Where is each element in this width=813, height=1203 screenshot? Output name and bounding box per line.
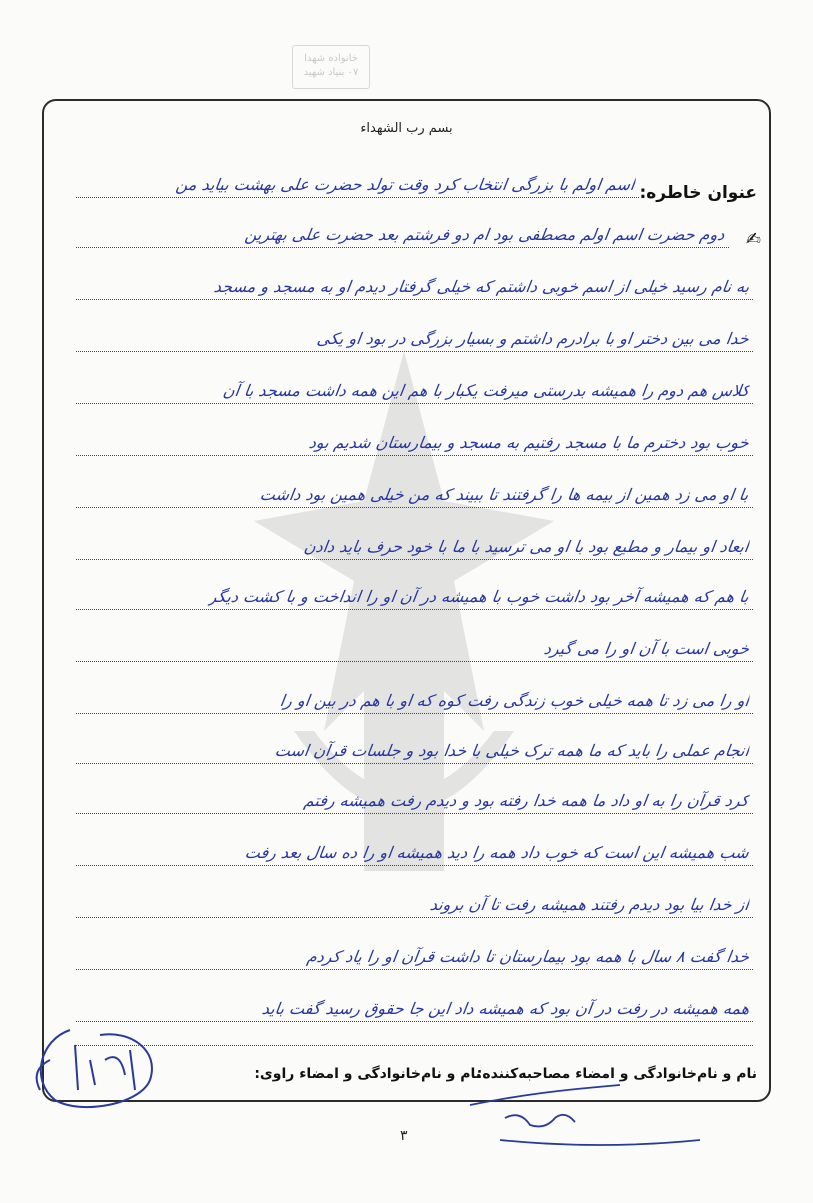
handwritten-line: انجام عملی را باید که ما همه ترک خیلی با خدا بود و جلسات قرآن است (273, 741, 751, 760)
handwritten-line: او را می زد تا همه خیلی خوب زندگی رفت کوه که او با هم در بین او را (278, 691, 751, 710)
page-number: ۳ (400, 1128, 408, 1144)
handwritten-line: همه همیشه در رفت در آن بود که همیشه داد این جا حقوق رسید گفت باید (260, 999, 751, 1018)
handwritten-line: کرد قرآن را به او داد ما همه خدا رفته بود و دیدم رفت همیشه رفتم (303, 791, 751, 810)
interviewer-signature (470, 1085, 700, 1145)
handwritten-line: با او می زد همین از بیمه ها را گرفتند تا ببیند که من خیلی همین بود داشت (259, 485, 751, 504)
stamp-line-1: خانواده شهدا (304, 53, 358, 64)
handwritten-line: با هم که همیشه آخر بود داشت خوب با همیشه در آن او را انداخت و با کشت دیگر (207, 587, 751, 606)
handwritten-line: کلاس هم دوم را همیشه بدرستی میرفت یکبار با هم این همه داشت مسجد با آن (221, 381, 751, 400)
handwritten-line: اسم اولم با بزرگی انتخاب کرد وقت تولد حضرت علی بهشت بیاید من (175, 175, 637, 194)
header-basmala: بسم رب الشهداء (360, 121, 453, 136)
interviewer-signature-label: نام و نام‌خانوادگی و امضاء مصاحبه‌کننده: (476, 1066, 757, 1082)
stamp-line-2: ۰۷ بنیاد شهید (303, 67, 359, 78)
handwritten-line: خوبی است با آن او را می گیرد (542, 639, 751, 658)
handwritten-line: خدا گفت ۸ سال با همه بود بیمارستان تا داشت قرآن او را یاد کردم (305, 947, 751, 966)
handwritten-line: خدا می بین دختر او با برادرم داشتم و بسیار بزرگی در بود او یکی (315, 329, 751, 348)
memory-title-label: عنوان خاطره: (639, 183, 757, 203)
hand-writing-icon: ✍ (745, 229, 761, 250)
handwritten-line: به نام رسید خیلی از اسم خوبی داشتم که خیلی گرفتار دیدم او به مسجد و مسجد (212, 277, 751, 296)
handwritten-line: ابعاد او بیمار و مطیع بود با او می ترسید با ما با خود حرف باید دادن (303, 537, 751, 556)
handwritten-line: خوب بود دخترم ما با مسجد رفتیم به مسجد و بیمارستان شدیم بود (307, 433, 751, 452)
narrator-signature-label: نام و نام‌خانوادگی و امضاء راوی: (254, 1066, 481, 1082)
handwritten-line: شب همیشه این است که خوب داد همه را دید همیشه او را ده سال بعد رفت (243, 843, 751, 862)
handwritten-line: دوم حضرت اسم اولم مصطفی بود ام دو فرشتم بعد حضرت علی بهترین (244, 225, 727, 244)
handwritten-line: از خدا بیا بود دیدم رفتند همیشه رفت تا آن بروند (428, 895, 751, 914)
narrator-signature (37, 1030, 152, 1107)
